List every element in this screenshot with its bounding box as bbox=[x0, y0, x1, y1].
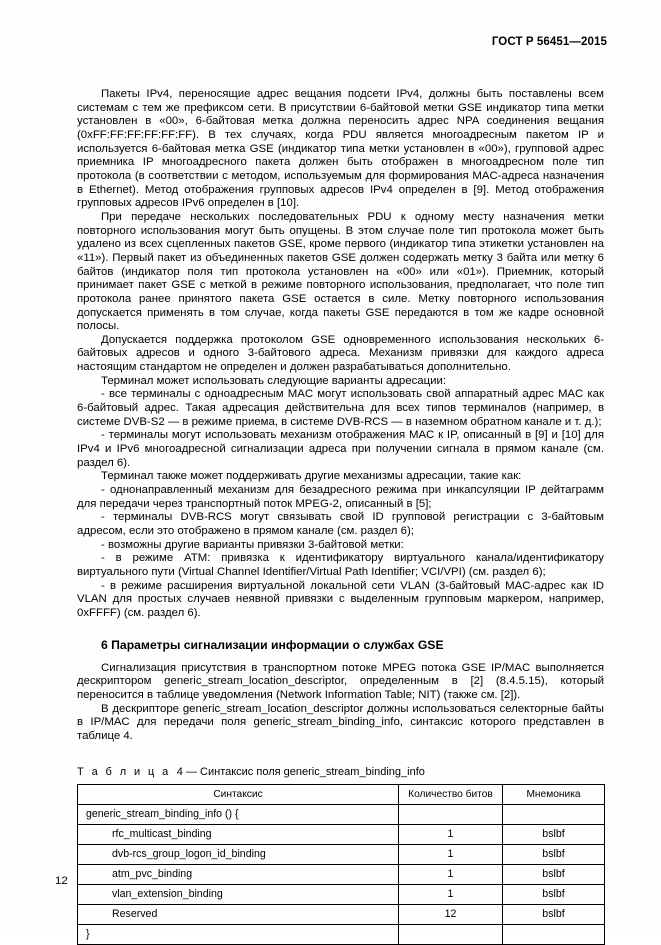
paragraph-simultaneous-addresses: Допускается поддержка протоколом GSE одновременного использования нескольких 6-байтовых адресов и одного 3-байтового адреса. Механизм привязки для каждого адреса настоящим стандартом не определен и должен разрабатываться дополнительно. bbox=[77, 333, 604, 374]
table-row bbox=[78, 804, 605, 824]
cell-bits: 1 bbox=[399, 884, 503, 904]
table-row bbox=[78, 924, 605, 944]
section-heading-6: 6 Параметры сигнализации информации о службах GSE bbox=[101, 637, 444, 652]
paragraph-consecutive-pdu: При передаче нескольких последовательных PDU к одному месту назначения метки повторного использования могут быть опущены. В этом случае поле тип протокола может быть удалено из всех сцепленных пакетов GSE, кроме первого (индикатор типа этикетки установлен на «11»). Первый пакет из объединенных пакетов GSE должен содержать метку 3 байта или метку 6 байтов (индикатор поля тип протокола установлен на «00» или «01»). Приемник, который принимает пакет GSE с меткой в режиме повторного использования, предполагает, что поле тип протокола ранее принятого пакета GSE остается в силе. Метку повторного использования допускается применять в том случае, когда пакеты GSE передаются в том же кадре основной полосы. bbox=[77, 210, 604, 333]
spacer-before-heading bbox=[77, 621, 604, 638]
paragraph-selector-bytes: В дескрипторе generic_stream_location_descriptor должны использоваться селекторные байты в IP/MAC для передачи поля generic_stream_binding_info, синтаксис которого представлен в таблице 4. bbox=[77, 702, 604, 742]
running-head-standard-number: ГОСТ Р 56451—2015 bbox=[491, 36, 607, 48]
spacer-after-heading bbox=[77, 653, 604, 662]
table-row bbox=[78, 864, 605, 884]
table-caption-text: Синтаксис поля generic_stream_binding_info bbox=[200, 765, 425, 778]
list-item-unicast-mac: - все терминалы с одноадресным MAC могут использовать свой аппаратный адрес MAC как 6-байтовый адрес. Такая адресация действительна для всех типов терминалов (например, в системе DVB-S2 — в режиме приема, в системе DVB-RCS — в наземном обратном канале и т. д.); bbox=[77, 388, 604, 428]
page-number: 12 bbox=[55, 875, 68, 887]
cell-syntax: vlan_extension_binding bbox=[78, 884, 399, 904]
list-item-vlan-extension: - в режиме расширения виртуальной локальной сети VLAN (3-байтовый MAC-адрес как ID VLAN для простых случаев неявной привязки с выделенным групповым маркером, например, 0xFFFF) (см. раздел 6). bbox=[77, 579, 604, 619]
generic-stream-binding-info-table bbox=[77, 784, 605, 945]
cell-bits: 1 bbox=[399, 844, 503, 864]
list-item-atm-mode: - в режиме ATM: привязка к идентификатору виртуального канала/идентификатору виртуального пути (Virtual Channel Identifier/Virtual Path Identifier; VCI/VPI) (см. раздел 6); bbox=[77, 552, 604, 578]
table-header-row bbox=[78, 784, 605, 804]
paragraph-terminal-addressing-intro: Терминал может использовать следующие варианты адресации: bbox=[101, 374, 447, 387]
cell-bits bbox=[399, 804, 503, 824]
cell-syntax: generic_stream_binding_info () { bbox=[78, 804, 399, 824]
cell-bits: 12 bbox=[399, 904, 503, 924]
table-caption bbox=[77, 766, 604, 778]
table-row bbox=[78, 904, 605, 924]
table-caption-label: Т а б л и ц а bbox=[77, 765, 171, 778]
column-header-bits: Количество битов bbox=[399, 784, 503, 804]
table-caption-dash: — bbox=[185, 765, 197, 778]
cell-mnemonic bbox=[503, 924, 605, 944]
paragraph-signalling-descriptor: Сигнализация присутствия в транспортном потоке MPEG потока GSE IP/MAC выполняется дескриптором generic_stream_location_descriptor, определенным в [2] (8.4.5.15), который переносится в таблице уведомления (Network Information Table; NIT) (также см. [2]). bbox=[77, 661, 604, 701]
text-column bbox=[77, 88, 604, 945]
table-row bbox=[78, 844, 605, 864]
table-caption-number: 4 bbox=[176, 765, 183, 778]
cell-bits: 1 bbox=[399, 824, 503, 844]
cell-mnemonic: bslbf bbox=[503, 824, 605, 844]
paragraph-ipv4-broadcast: Пакеты IPv4, переносящие адрес вещания подсети IPv4, должны быть поставлены всем системам с тем же префиксом сети. В присутствии 6-байтовой метки GSE индикатор типа метки установлен в «00», 6-байтовая метка должна переносить адрес NPA соединения вещания (0xFF:FF:FF:FF:FF:FF). В тех случаях, когда PDU является многоадресным пакетом IP и используется 6-байтовая метка GSE (индикатор типа метки установлен в «00»), групповой адрес приемника IP многоадресного пакета должен быть отображен в многоадресном поле тип протокола (в соответствии с методом, используемым для формирования MAC-адреса назначения в Ethernet). Метод отображения групповых адресов IPv4 определен в [9]. Метод отображения групповых адресов IPv6 определен в [10]. bbox=[77, 88, 604, 210]
list-item-unidirectional-mpeg2: - однонаправленный механизм для безадресного режима при инкапсуляции IP дейтаграмм для передачи через транспортный поток MPEG-2, описанный в [5]; bbox=[77, 484, 604, 510]
cell-syntax: dvb-rcs_group_logon_id_binding bbox=[78, 844, 399, 864]
table-row bbox=[78, 824, 605, 844]
paragraph-other-mechanisms-intro: Терминал также может поддерживать другие механизмы адресации, такие как: bbox=[101, 470, 522, 483]
list-item-other-3byte-bindings: - возможны другие варианты привязки 3-байтовой метки: bbox=[101, 538, 404, 551]
cell-syntax: rfc_multicast_binding bbox=[78, 824, 399, 844]
table-body bbox=[78, 804, 605, 944]
cell-mnemonic: bslbf bbox=[503, 904, 605, 924]
cell-bits bbox=[399, 924, 503, 944]
column-header-mnemonic: Мнемоника bbox=[503, 784, 605, 804]
cell-bits: 1 bbox=[399, 864, 503, 884]
cell-mnemonic bbox=[503, 804, 605, 824]
list-item-mac-to-ip-mapping: - терминалы могут использовать механизм отображения MAC к IP, описанный в [9] и [10] для IPv4 и IPv6 многоадресной сигнализации адреса при получении сигнала в прямом канале (см. раздел 6). bbox=[77, 429, 604, 469]
cell-mnemonic: bslbf bbox=[503, 864, 605, 884]
spacer-before-caption bbox=[77, 744, 604, 766]
cell-syntax: atm_pvc_binding bbox=[78, 864, 399, 884]
cell-syntax: } bbox=[78, 924, 399, 944]
cell-syntax: Reserved bbox=[78, 904, 399, 924]
table-row bbox=[78, 884, 605, 904]
cell-mnemonic: bslbf bbox=[503, 884, 605, 904]
cell-mnemonic: bslbf bbox=[503, 844, 605, 864]
list-item-dvb-rcs-group-logon: - терминалы DVB-RCS могут связывать свой ID групповой регистрации с 3-байтовым адресом, если это отображено в прямом канале (см. раздел 6); bbox=[77, 511, 604, 537]
column-header-syntax: Синтаксис bbox=[78, 784, 399, 804]
